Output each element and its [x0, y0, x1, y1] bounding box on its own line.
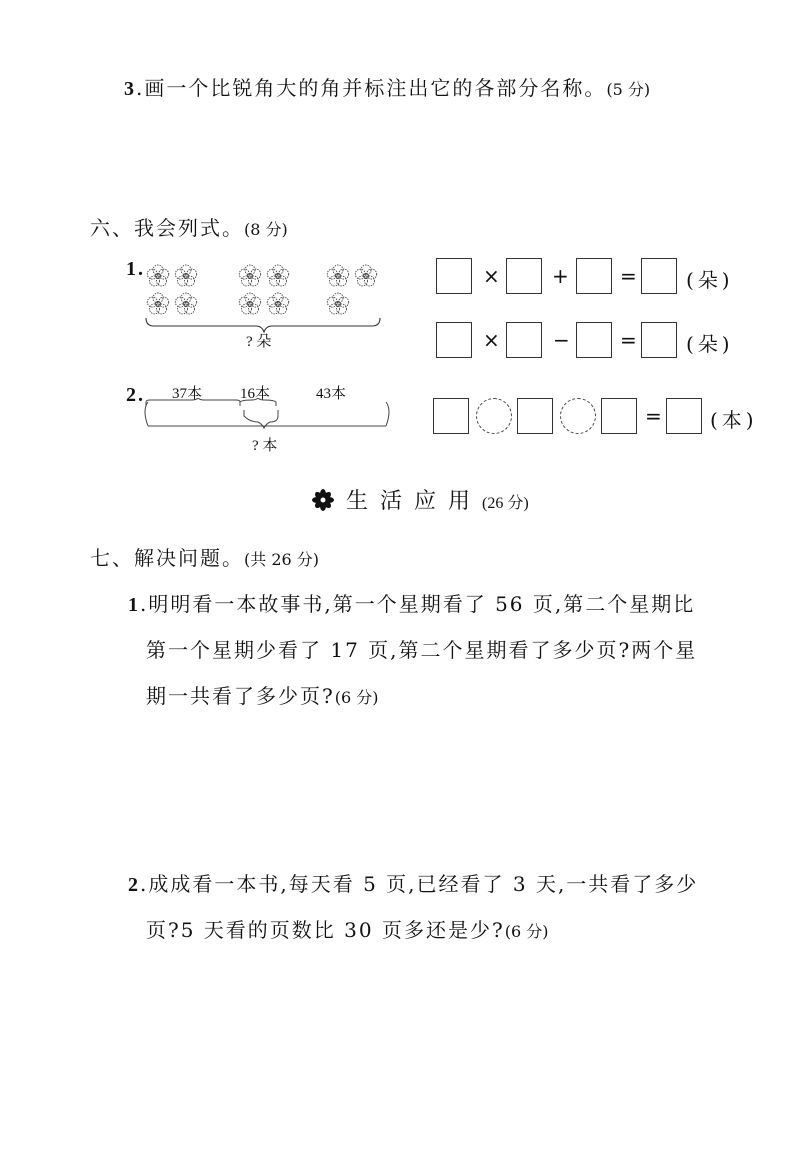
- answer-box[interactable]: [641, 258, 677, 294]
- word-problem-1-line-1: [128, 588, 695, 617]
- flower-icon: [327, 265, 348, 286]
- answer-box[interactable]: [576, 322, 612, 358]
- answer-box[interactable]: [641, 322, 677, 358]
- problem-number: 2: [128, 874, 140, 896]
- problem-text: .明明看一本故事书,第一个星期看了 56 页,第二个星期比: [140, 592, 696, 616]
- segment-label-43: 43本: [316, 386, 347, 402]
- problem-text: 页?5 天看的页数比 30 页多还是少?: [146, 918, 505, 942]
- answer-box[interactable]: [517, 398, 553, 434]
- times-sign: ×: [483, 328, 500, 352]
- problem-2-number: 2.: [126, 384, 145, 406]
- flower-icon: [355, 265, 376, 286]
- brace: [244, 410, 278, 428]
- points-label: (6 分): [504, 922, 549, 941]
- points-label: (8 分): [244, 220, 288, 239]
- segment-label-16: 16本: [240, 386, 271, 402]
- operator-circle[interactable]: [560, 398, 596, 434]
- unknown-label: ? 本: [252, 438, 278, 454]
- times-sign: ×: [483, 264, 500, 288]
- life-application-heading: [312, 484, 529, 515]
- brace: [146, 398, 240, 406]
- flower-icon: [327, 293, 348, 314]
- flower-icon: [147, 293, 168, 314]
- problem-number: 1: [128, 594, 140, 616]
- answer-box[interactable]: [666, 398, 702, 434]
- answer-box[interactable]: [601, 398, 637, 434]
- equals-sign: =: [620, 264, 637, 288]
- minus-sign: −: [553, 328, 570, 352]
- flower-icon: [267, 265, 288, 286]
- flower-icon: [239, 293, 260, 314]
- section-title: 六、我会列式。: [90, 216, 244, 240]
- answer-box[interactable]: [436, 322, 472, 358]
- problem-text: .成成看一本书,每天看 5 页,已经看了 3 天,一共看了多少: [140, 872, 699, 896]
- points-label: (共 26 分): [244, 550, 320, 569]
- word-problem-2-line-1: [128, 868, 698, 897]
- word-problem-1-line-2: 第一个星期少看了 17 页,第二个星期看了多少页?两个星: [146, 638, 698, 662]
- word-problem-2-line-2: [146, 914, 548, 943]
- flower-icon: [175, 293, 196, 314]
- section-6-heading: [90, 212, 288, 241]
- answer-box[interactable]: [433, 398, 469, 434]
- question-3: [124, 72, 650, 101]
- unit-label: (朵): [686, 268, 734, 292]
- operator-circle[interactable]: [476, 398, 512, 434]
- problem-text: 期一共看了多少页?: [146, 684, 335, 708]
- points-label: (26 分): [482, 495, 529, 512]
- equals-sign: =: [645, 404, 662, 428]
- brace: [240, 398, 276, 406]
- segment-end: [145, 402, 148, 426]
- flower-icon: [147, 265, 168, 286]
- flower-icon: [267, 293, 288, 314]
- problem-1-number: 1.: [126, 258, 145, 280]
- section-title: 生活应用: [346, 489, 483, 514]
- flower-icon: [175, 265, 196, 286]
- line-diagram: [140, 398, 400, 438]
- plus-sign: +: [552, 264, 569, 288]
- unit-label: (朵): [686, 332, 734, 356]
- section-title: 七、解决问题。: [90, 546, 244, 570]
- points-label: (6 分): [334, 688, 379, 707]
- question-number: 3: [124, 78, 136, 100]
- unit-label: (本): [710, 408, 758, 432]
- segment-label-37: 37本: [172, 386, 203, 402]
- brace-label: ? 朵: [246, 334, 272, 350]
- answer-box[interactable]: [506, 322, 542, 358]
- flower-bullet-icon: [312, 489, 334, 511]
- answer-box[interactable]: [576, 258, 612, 294]
- word-problem-1-line-3: [146, 680, 379, 709]
- points-label: (5 分): [606, 80, 651, 99]
- flower-icon: [239, 265, 260, 286]
- answer-box[interactable]: [436, 258, 472, 294]
- equals-sign: =: [620, 328, 637, 352]
- question-text: .画一个比锐角大的角并标注出它的各部分名称。: [136, 76, 607, 100]
- section-7-heading: [90, 542, 319, 571]
- segment-end: [386, 402, 389, 426]
- answer-box[interactable]: [506, 258, 542, 294]
